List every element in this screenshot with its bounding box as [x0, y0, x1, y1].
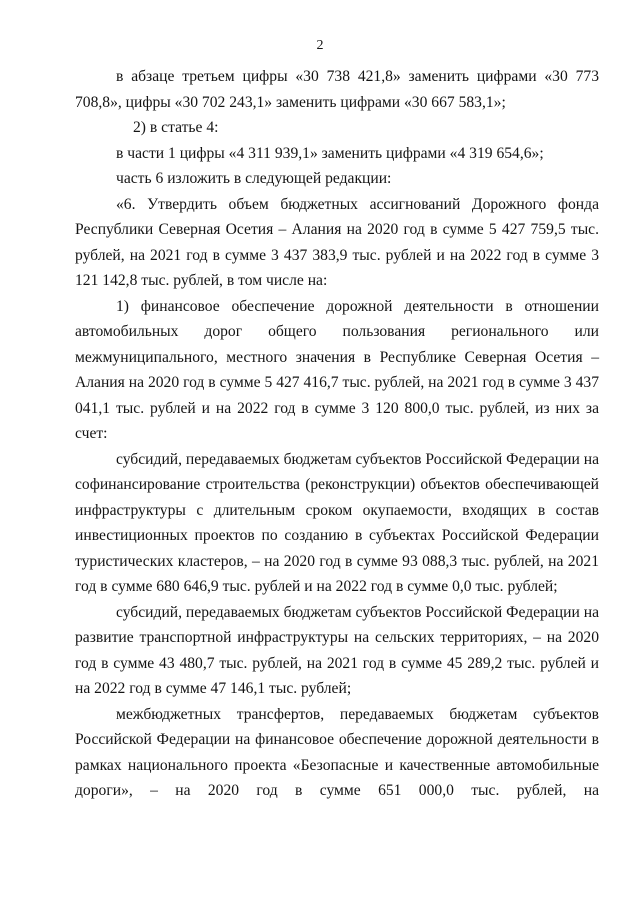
- paragraph-tourist-clusters-subsidy: субсидий, передаваемых бюджетам субъектов Российской Федерации на софинансирование строительства (реконструкции) объектов обеспечивающей инфраструктуры с длительным сроком окупаемости, входящих в состав инвестиционных проектов по созданию в субъектах Российской Федерации туристических кластеров, – на 2020 год в сумме 93 088,3 тыс. рублей, на 2021 год в сумме 680 646,9 тыс. рублей и на 2022 год в сумме 0,0 тыс. рублей;: [75, 450, 599, 595]
- paragraph-road-activity-financing: 1) финансовое обеспечение дорожной деятельности в отношении автомобильных дорог общего пользования регионального или межмуниципального, местного значения в Республике Северная Осетия – Алания на 2020 год в сумме 5 427 416,7 тыс. рублей, на 2021 год в сумме 3 437 041,1 тыс. рублей и на 2022 год в сумме 3 120 800,0 тыс. рублей, из них за счет:: [75, 297, 599, 442]
- paragraph-national-project-transfers: межбюджетных трансфертов, передаваемых бюджетам субъектов Российской Федерации на финансовое обеспечение дорожной деятельности в рамках национального проекта «Безопасные и качественные автомобильные дороги», – на 2020 год в сумме 651 000,0 тыс. рублей, на: [75, 705, 599, 799]
- page-number: 2: [316, 38, 324, 53]
- paragraph-amend-third-indent: в абзаце третьем цифры «30 738 421,8» заменить цифрами «30 773 708,8», цифры «30 702 243,1» заменить цифрами «30 667 583,1»;: [75, 68, 599, 111]
- document-body: [75, 64, 599, 804]
- paragraph-part-1-amend: в части 1 цифры «4 311 939,1» заменить цифрами «4 319 654,6»;: [116, 144, 544, 162]
- paragraph-rural-transport-subsidy: субсидий, передаваемых бюджетам субъектов Российской Федерации на развитие транспортной инфраструктуры на сельских территориях, – на 2020 год в сумме 43 480,7 тыс. рублей, на 2021 год в сумме 45 289,2 тыс. рублей и на 2022 год в сумме 47 146,1 тыс. рублей;: [75, 603, 599, 697]
- paragraph-part-6-intro: часть 6 изложить в следующей редакции:: [116, 170, 392, 187]
- paragraph-road-fund-total: «6. Утвердить объем бюджетных ассигнований Дорожного фонда Республики Северная Осетия – Алания на 2020 год в сумме 5 427 759,5 тыс. рублей, на 2021 год в сумме 3 437 383,9 тыс. рублей и на 2022 год в сумме 3 121 142,8 тыс. рублей, в том числе на:: [75, 195, 599, 289]
- paragraph-article-4-heading: 2) в статье 4:: [133, 119, 219, 136]
